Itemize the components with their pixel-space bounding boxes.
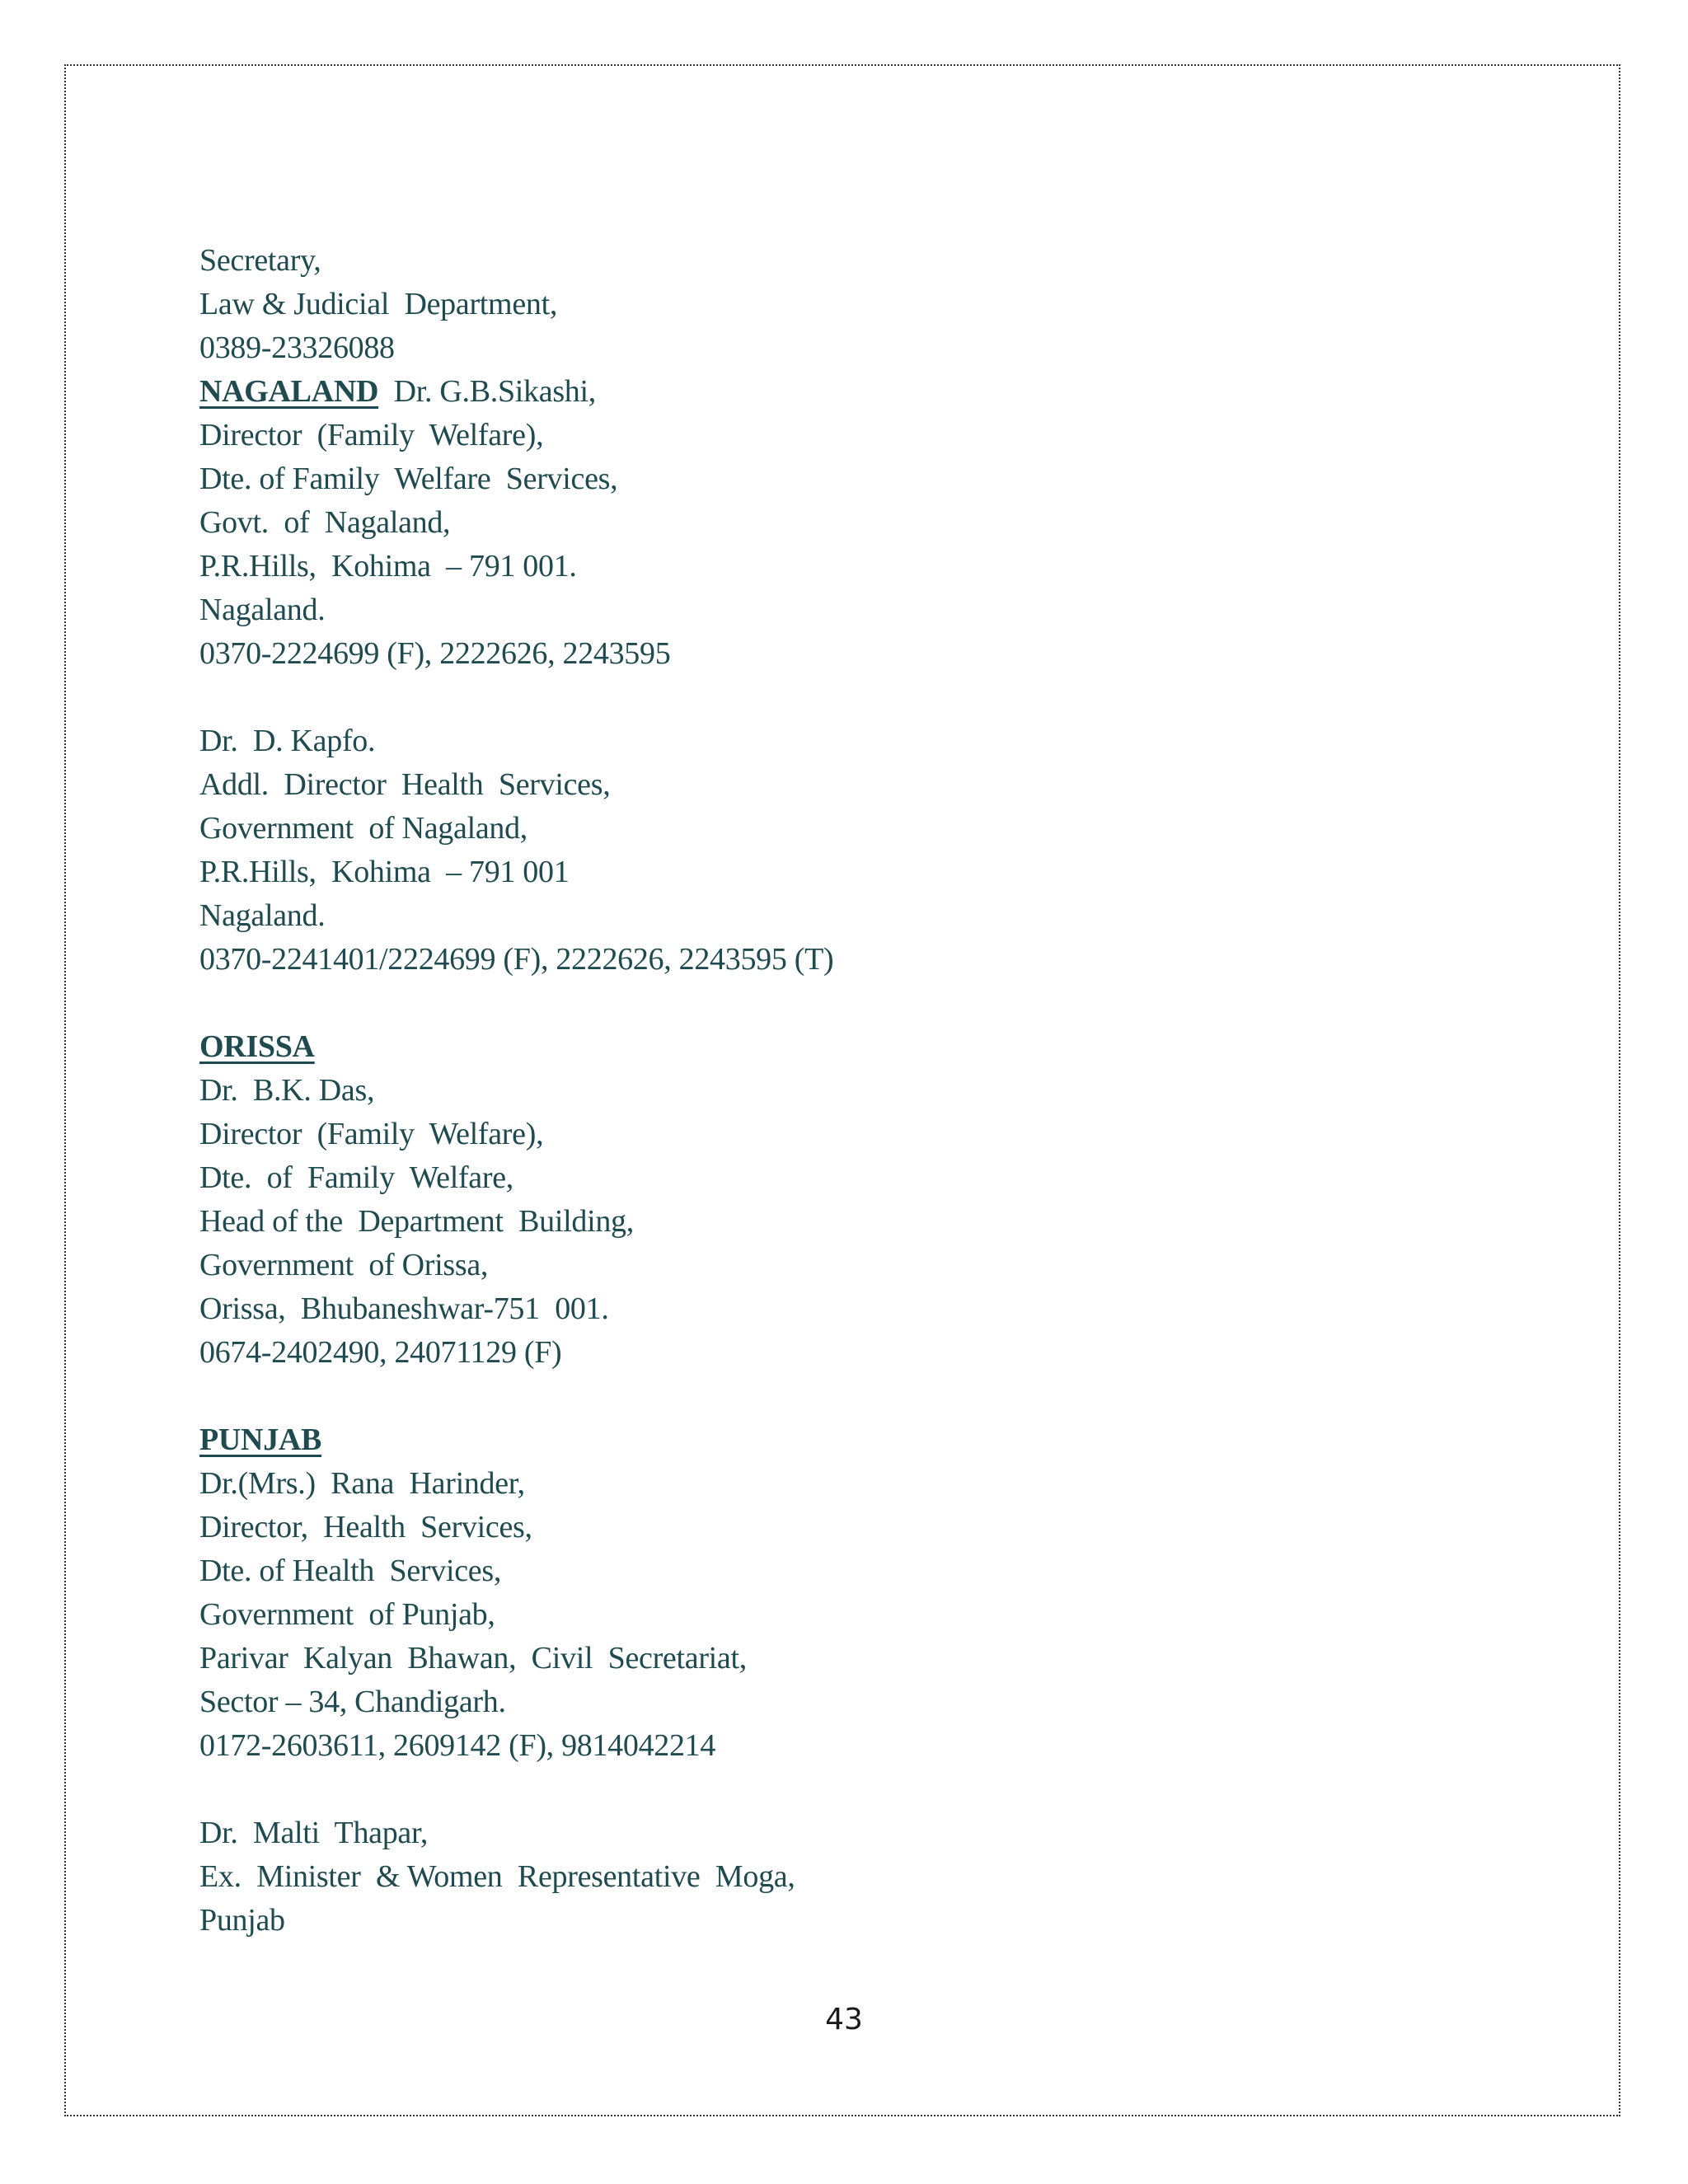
- address-line: Orissa, Bhubaneshwar-751 001.: [199, 1291, 609, 1326]
- address-line: Government of Orissa,: [199, 1248, 489, 1282]
- address-line: Government of Nagaland,: [199, 811, 528, 846]
- punjab-entry1-name: Dr.(Mrs.) Rana Harinder,: [199, 1466, 525, 1501]
- address-line: P.R.Hills, Kohima – 791 001: [199, 855, 570, 889]
- intro-line: Secretary,: [199, 243, 321, 278]
- orissa-heading-line: [199, 1025, 1436, 1069]
- nagaland-entry1-name-line: [199, 370, 1436, 414]
- spacer: [199, 982, 1436, 1025]
- intro-line: Law & Judicial Department,: [199, 287, 558, 321]
- punjab-heading: PUNJAB: [199, 1422, 322, 1457]
- address-line: Government of Punjab,: [199, 1597, 495, 1632]
- address-line: Sector – 34, Chandigarh.: [199, 1685, 506, 1719]
- nagaland-entry1-name: Dr. G.B.Sikashi,: [378, 374, 596, 409]
- address-line: Dte. of Family Welfare Services,: [199, 462, 618, 496]
- phone-line: 0674-2402490, 24071129 (F): [199, 1335, 562, 1370]
- address-line: Director, Health Services,: [199, 1510, 532, 1544]
- address-line: Nagaland.: [199, 593, 326, 627]
- document-body: [199, 239, 1436, 1943]
- address-line: Parivar Kalyan Bhawan, Civil Secretariat,: [199, 1641, 747, 1675]
- orissa-heading: ORISSA: [199, 1029, 315, 1064]
- address-line: Addl. Director Health Services,: [199, 767, 611, 802]
- nagaland-entry2-name: Dr. D. Kapfo.: [199, 724, 376, 758]
- orissa-entry1-name: Dr. B.K. Das,: [199, 1073, 375, 1108]
- address-line: Head of the Department Building,: [199, 1204, 634, 1239]
- address-line: Punjab: [199, 1903, 285, 1938]
- address-line: Director (Family Welfare),: [199, 1117, 544, 1151]
- punjab-heading-line: [199, 1418, 1436, 1462]
- address-line: Dte. of Health Services,: [199, 1554, 502, 1588]
- punjab-entry2-name: Dr. Malti Thapar,: [199, 1816, 429, 1850]
- spacer: [199, 1375, 1436, 1418]
- page-number: 43: [825, 2003, 863, 2036]
- address-line: Ex. Minister & Women Representative Moga,: [199, 1859, 795, 1894]
- address-line: P.R.Hills, Kohima – 791 001.: [199, 549, 577, 583]
- spacer: [199, 676, 1436, 719]
- address-line: Dte. of Family Welfare,: [199, 1160, 513, 1195]
- spacer: [199, 1768, 1436, 1811]
- nagaland-heading: NAGALAND: [199, 374, 379, 409]
- address-line: Director (Family Welfare),: [199, 418, 544, 452]
- phone-line: 0370-2224699 (F), 2222626, 2243595: [199, 636, 671, 671]
- address-line: Nagaland.: [199, 898, 326, 933]
- phone-line: 0172-2603611, 2609142 (F), 9814042214: [199, 1728, 716, 1763]
- phone-line: 0370-2241401/2224699 (F), 2222626, 2243595 (T): [199, 942, 834, 977]
- address-line: Govt. of Nagaland,: [199, 505, 451, 540]
- intro-phone: 0389-23326088: [199, 330, 395, 365]
